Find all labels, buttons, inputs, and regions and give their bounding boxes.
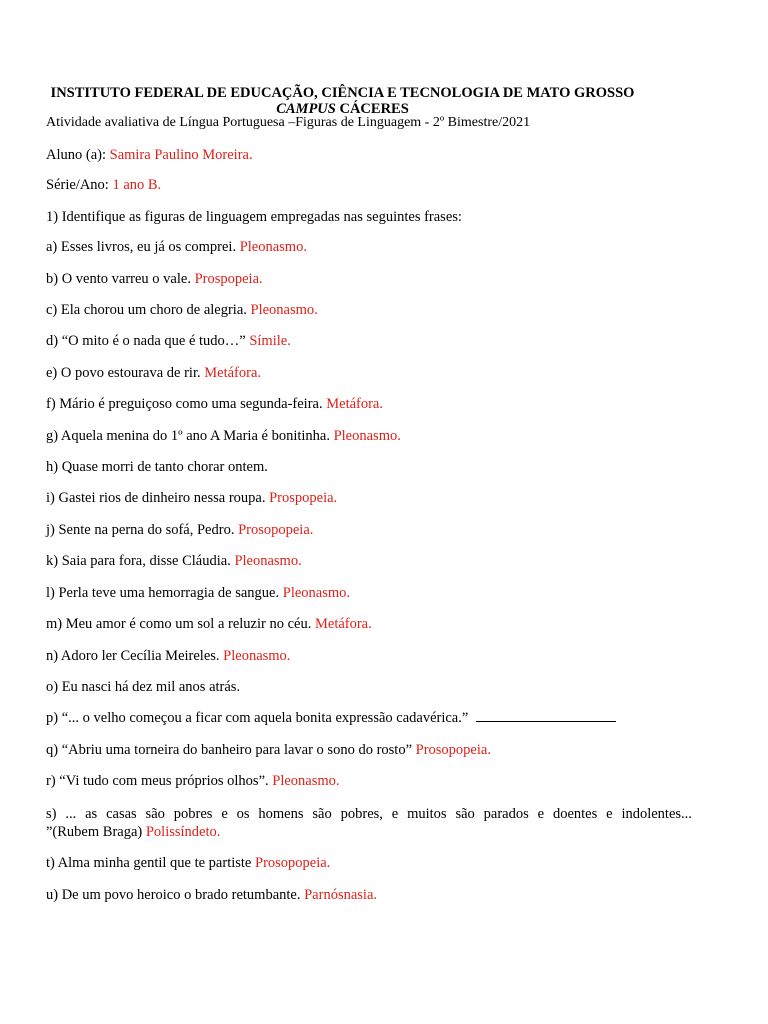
item-answer: Pleonasmo.: [234, 553, 302, 569]
item-text: q) “Abriu uma torneira do banheiro para lavar o sono do rosto”: [46, 742, 416, 758]
exercise-item-t: [46, 854, 330, 872]
exercise-item-e: [46, 364, 261, 382]
exercise-item-s: [46, 805, 692, 841]
student-name-label: Aluno (a):: [46, 147, 110, 163]
student-grade-value: 1 ano B.: [112, 177, 162, 193]
item-text: f) Mário é preguiçoso como uma segunda-feira.: [46, 396, 327, 412]
item-s-word: os: [236, 806, 250, 822]
item-text: g) Aquela menina do 1º ano A Maria é bonitinha.: [46, 428, 334, 444]
item-text: k) Saia para fora, disse Cláudia.: [46, 553, 235, 569]
item-text: l) Perla teve uma hemorragia de sangue.: [46, 585, 283, 601]
item-s-word: doentes: [552, 806, 598, 822]
item-s-word: e: [221, 806, 228, 822]
exercise-item-d: [46, 332, 291, 350]
campus-name: CÁCERES: [335, 101, 409, 117]
exercise-item-f: [46, 395, 383, 413]
item-answer: Prospopeia.: [194, 271, 263, 287]
item-answer: Prosopopeia.: [255, 855, 331, 871]
item-s-word: parados: [483, 806, 529, 822]
item-text: t) Alma minha gentil que te partiste: [46, 855, 255, 871]
activity-subtitle: Atividade avaliativa de Língua Portuguesa –Figuras de Linguagem - 2º Bimestre/2021: [46, 115, 531, 130]
exercise-item-u: [46, 886, 377, 904]
exercise-item-g: [46, 427, 401, 445]
item-text: a) Esses livros, eu já os comprei.: [46, 239, 240, 255]
item-s-justified-line: [46, 805, 692, 823]
item-text: j) Sente na perna do sofá, Pedro.: [46, 522, 239, 538]
item-text: d) “O mito é o nada que é tudo…”: [46, 333, 250, 349]
item-s-word: são: [455, 806, 475, 822]
item-s-word: homens: [258, 806, 304, 822]
item-s-word: pobres: [173, 806, 213, 822]
item-s-word: indolentes...: [621, 806, 692, 822]
exercise-item-j: [46, 521, 313, 539]
item-text: r) “Vi tudo com meus próprios olhos”.: [46, 773, 273, 789]
exercise-item-c: [46, 301, 318, 319]
exercise-item-p: [46, 709, 616, 727]
item-answer: Pleonasmo.: [223, 648, 291, 664]
item-s-word: s): [46, 806, 57, 822]
exercise-item-h: [46, 458, 268, 476]
exercise-item-i: [46, 489, 337, 507]
item-answer: Prosopopeia.: [238, 522, 314, 538]
item-text: e) O povo estourava de rir.: [46, 365, 205, 381]
item-text: ”(Rubem Braga): [46, 824, 146, 840]
item-s-word: casas: [106, 806, 137, 822]
item-text: m) Meu amor é como um sol a reluzir no céu.: [46, 616, 315, 632]
exercise-item-r: [46, 772, 340, 790]
exercise-item-n: [46, 647, 290, 665]
item-s-word: e: [537, 806, 545, 822]
item-text: c) Ela chorou um choro de alegria.: [46, 302, 251, 318]
campus-label: CAMPUS: [276, 101, 336, 117]
student-grade-line: [46, 176, 161, 194]
item-text: h) Quase morri de tanto chorar ontem.: [46, 459, 268, 475]
item-s-word: pobres,: [340, 806, 383, 822]
item-answer: Prosopopeia.: [415, 742, 491, 758]
student-name-line: [46, 146, 253, 164]
item-s-word: as: [85, 806, 98, 822]
answer-blank-line: [476, 709, 616, 722]
item-text: u) De um povo heroico o brado retumbante.: [46, 887, 305, 903]
item-answer: Metáfora.: [204, 365, 262, 381]
exercise-item-l: [46, 584, 350, 602]
item-text: p) “... o velho começou a ficar com aquela bonita expressão cadavérica.”: [46, 710, 472, 726]
student-grade-label: Série/Ano:: [46, 177, 113, 193]
item-s-word: são: [312, 806, 332, 822]
item-answer: Prospopeia.: [269, 490, 338, 506]
item-answer: Parnósnasia.: [304, 887, 377, 903]
student-name-value: Samira Paulino Moreira.: [109, 147, 253, 163]
institution-title: INSTITUTO FEDERAL DE EDUCAÇÃO, CIÊNCIA E TECNOLOGIA DE MATO GROSSO: [50, 85, 635, 101]
item-text: i) Gastei rios de dinheiro nessa roupa.: [46, 490, 270, 506]
exercise-item-k: [46, 552, 302, 570]
item-text: b) O vento varreu o vale.: [46, 271, 195, 287]
item-answer: Símile.: [249, 333, 291, 349]
exercise-item-m: [46, 615, 372, 633]
exercise-item-o: [46, 678, 240, 696]
item-s-word: são: [145, 806, 165, 822]
item-answer: Pleonasmo.: [333, 428, 401, 444]
item-s-word: e: [391, 806, 399, 822]
item-answer: Polissíndeto.: [145, 824, 221, 840]
item-answer: Pleonasmo.: [239, 239, 307, 255]
exercise-item-a: [46, 238, 307, 256]
item-text: n) Adoro ler Cecília Meireles.: [46, 648, 224, 664]
exercise-item-q: [46, 741, 491, 759]
item-answer: Metáfora.: [326, 396, 383, 412]
item-s-word: e: [606, 806, 613, 822]
question-prompt: 1) Identifique as figuras de linguagem empregadas nas seguintes frases:: [46, 209, 462, 225]
item-answer: Pleonasmo.: [250, 302, 318, 318]
item-s-second-line: [46, 823, 692, 841]
item-answer: Pleonasmo.: [282, 585, 351, 601]
exercise-item-b: [46, 270, 263, 288]
item-answer: Pleonasmo.: [272, 773, 340, 789]
item-s-word: ...: [65, 806, 77, 822]
item-text: o) Eu nasci há dez mil anos atrás.: [46, 679, 241, 695]
item-answer: Metáfora.: [314, 616, 372, 632]
item-s-word: muitos: [407, 806, 447, 822]
